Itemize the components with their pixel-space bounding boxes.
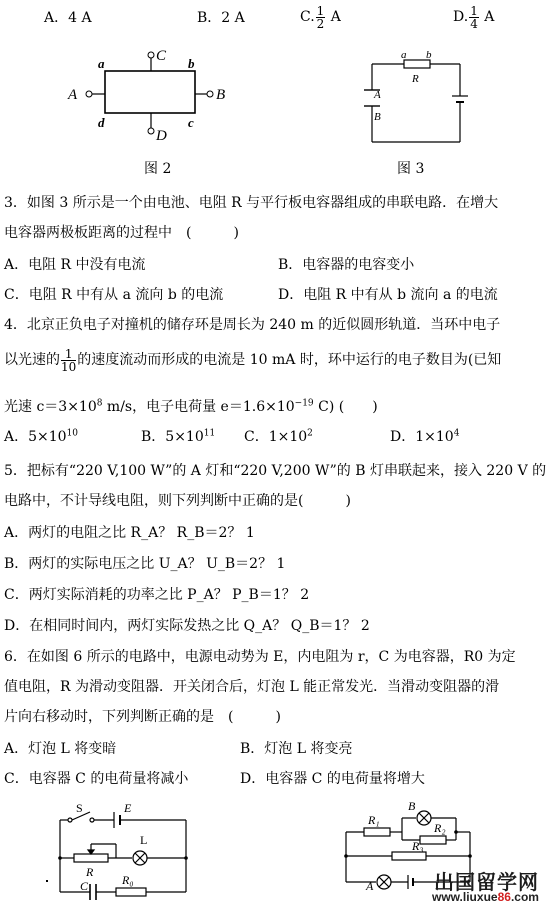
fig2-label-d: d [98, 115, 105, 130]
q2-option-d: D. $\frac{1}{4}$ A [453, 3, 495, 31]
q5-option-c: C．两灯实际消耗的功率之比 P_A？ P_B＝1？ 2 [4, 587, 310, 603]
fig3-label-R: R [412, 73, 419, 85]
fig6-label-R: R [86, 865, 94, 879]
q6-stem-line-3: 片向右移动时，下列判断正确的是 ( ) [4, 709, 281, 725]
q6-option-d: D．电容器 C 的电荷量将增大 [240, 771, 425, 787]
fig6-label-R0: R₀ [122, 873, 134, 887]
q4-option-d: D．$1\times 10^4$ [390, 428, 460, 445]
q3-stem-line-1: 3．如图 3 所示是一个由电池、电阻 R 与平行板电容器组成的串联电路．在增大 [4, 195, 499, 211]
fig7-label-B: B [408, 800, 416, 813]
q6-option-c: C．电容器 C 的电荷量将减小 [4, 771, 189, 787]
q5-stem-line-2: 电路中，不计导线电阻，则下列判断中正确的是( ) [4, 493, 351, 509]
fig2-label-A: A [68, 87, 78, 103]
fig7-label-A: A [366, 879, 374, 893]
fig6-label-C: C [80, 879, 89, 893]
q3-option-c: C．电阻 R 中有从 a 流向 b 的电流 [4, 287, 224, 303]
fig2-label-a: a [98, 56, 105, 71]
q2-option-a: A．4 A [44, 10, 92, 26]
q3-option-d: D．电阻 R 中有从 b 流向 a 的电流 [278, 287, 498, 303]
fig7-label-R3: R₃ [412, 839, 424, 853]
fig3-label-A: A [374, 89, 381, 101]
q3-option-b: B．电容器的电容变小 [278, 257, 415, 273]
figure-3-diagram [360, 50, 470, 150]
watermark-name: 出国留学网 [434, 870, 539, 894]
fig6-label-E: E [124, 801, 132, 815]
q6-option-b: B．灯泡 L 将变亮 [240, 741, 353, 757]
q5-option-b: B．两灯的实际电压之比 U_A？ U_B＝2？ 1 [4, 556, 286, 572]
q5-stem-line-1: 5．把标有“220 V,100 W”的 A 灯和“220 V,200 W”的 B 灯串联起来，接入 220 V 的 [4, 463, 547, 479]
q6-stem-line-1: 6．在如图 6 所示的电路中，电源电动势为 E，内电阻为 r，C 为电容器，R0 为定 [4, 649, 516, 665]
figure-3-caption: 图 3 [397, 161, 425, 177]
fig6-label-S: S [76, 801, 83, 815]
q4-stem-line-1: 4．北京正负电子对撞机的储存环是周长为 240 m 的近似圆形轨道．当环中电子 [4, 317, 501, 333]
q4-option-a: A．$5\times 10^{10}$ [4, 428, 79, 445]
fig2-label-C: C [156, 48, 167, 64]
fig2-label-D: D [156, 128, 167, 144]
q4-fraction: $\frac{1}{10}$ [61, 346, 77, 374]
fig3-label-b: b [426, 50, 432, 61]
watermark-url: www.liuxue86.com [432, 890, 539, 904]
fig3-label-a: a [401, 50, 407, 61]
figure-2-caption: 图 2 [144, 161, 172, 177]
q4-option-c: C．$1\times 10^2$ [244, 428, 313, 445]
q3-stem-line-2: 电容器两极板距离的过程中 ( ) [4, 225, 239, 241]
q4-stem-line-2: 以光速的 $\frac{1}{10}$ 的速度流动而形成的电流是 10 mA 时，环中运行的电子数目为(已知 [4, 346, 502, 374]
q6-option-a: A．灯泡 L 将变暗 [4, 741, 117, 757]
q3-option-a: A．电阻 R 中没有电流 [4, 257, 146, 273]
fig2-label-b: b [188, 56, 195, 71]
fig3-label-B: B [374, 111, 381, 123]
fig6-label-L: L [140, 833, 148, 847]
q5-option-a: A．两灯的电阻之比 R_A？ R_B＝2？ 1 [4, 525, 255, 541]
fig2-label-B: B [216, 87, 226, 103]
q4-stem-line-3: 光速 $c=3\times 10^8$ m/s，电子电荷量 $e=1.6\times 10^{-19}$ C) ( ) [4, 398, 378, 415]
q6-stem-line-2: 值电阻，R 为滑动变阻器．开关闭合后，灯泡 L 能正常发光．当滑动变阻器的滑 [4, 679, 500, 695]
q2-option-c: C. $\frac{1}{2}$ A [300, 3, 341, 31]
fig7-label-R1: R₁ [368, 813, 380, 827]
q2-option-b: B．2 A [197, 10, 245, 26]
fig2-label-c: c [188, 115, 194, 130]
fig7-label-R2: R₂ [434, 821, 446, 835]
q4-option-b: B．$5\times 10^{11}$ [141, 428, 216, 445]
figure-6-circuit [44, 800, 204, 904]
stray-mark [46, 880, 48, 882]
figure-2-diagram [60, 44, 230, 149]
q5-option-d: D．在相同时间内，两灯实际发热之比 Q_A？ Q_B＝1？ 2 [4, 618, 370, 634]
watermark-logo [428, 866, 552, 906]
